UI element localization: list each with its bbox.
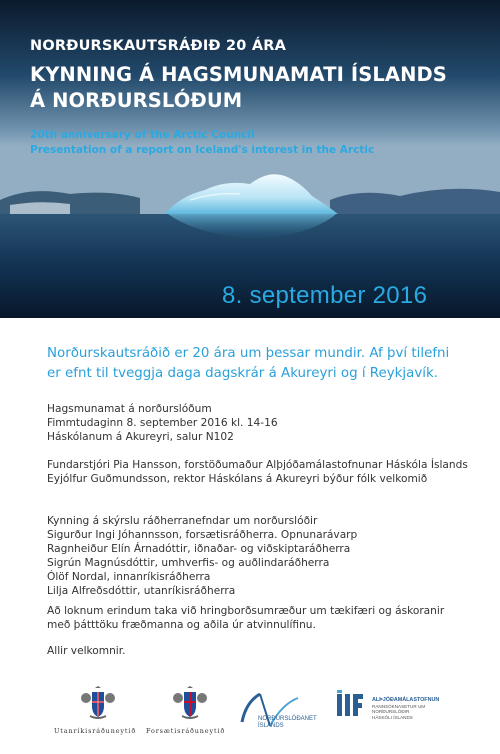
speaker-item: Ólöf Nordal, innanríkisráðherra bbox=[47, 571, 211, 583]
program bbox=[47, 514, 467, 598]
ams-line1: ALÞJÓÐAMÁLASTOFNUN bbox=[372, 697, 440, 703]
intro-line1: Norðurskautsráðið er 20 ára um þessar mundir. Af því tilefni bbox=[47, 346, 450, 361]
hero-banner bbox=[0, 0, 500, 318]
host-line2: Eyjólfur Guðmundsson, rektor Háskólans á Akureyri býður fólk velkomið bbox=[47, 473, 428, 485]
coat-of-arms-icon bbox=[78, 686, 118, 722]
pre-title: NORÐURSKAUTSRÁÐIÐ 20 ÁRA bbox=[30, 38, 287, 54]
event-location: Háskólanum á Akureyri, salur N102 bbox=[47, 431, 234, 443]
event-title: Hagsmunamat á norðurslóðum bbox=[47, 403, 212, 415]
coat-of-arms-icon bbox=[170, 686, 210, 722]
program-heading: Kynning á skýrslu ráðherranefndar um norðurslóðir bbox=[47, 515, 318, 527]
host-line1: Fundarstjóri Pia Hansson, forstöðumaður Alþjóðamálastofnunar Háskóla Íslands bbox=[47, 459, 468, 471]
closing-line1: Að loknum erindum taka við hringborðsumræður um tækifæri og áskoranir bbox=[47, 605, 445, 617]
nordurslodanet-line2: ÍSLANDS bbox=[258, 723, 284, 729]
closing-line2: með þátttöku fræðmanna og aðila úr atvinnulífinu. bbox=[47, 619, 316, 631]
speaker-item: Ragnheiður Elín Árnadóttir, iðnaðar- og viðskiptaráðherra bbox=[47, 543, 351, 555]
main-title-line1: KYNNING Á HAGSMUNAMATI ÍSLANDS bbox=[30, 63, 447, 86]
main-title bbox=[30, 62, 480, 114]
ams-line3: HÁSKÓLI ÍSLANDS bbox=[372, 714, 413, 720]
ams-logo bbox=[336, 686, 486, 750]
speaker-item: Sigurður Ingi Jóhannsson, forsætisráðherra. Opnunarávarp bbox=[47, 529, 358, 541]
forsaetis-label: Forsætisráðuneytið bbox=[146, 727, 226, 735]
intro-line2: er efnt til tveggja daga dagskrár á Akureyri og í Reykjavík. bbox=[47, 366, 439, 381]
closing-text bbox=[47, 604, 467, 632]
hosts bbox=[47, 458, 467, 486]
english-subtitle bbox=[30, 128, 480, 158]
utanrikis-label: Utanríkisráðuneytið bbox=[54, 727, 137, 735]
ams-label bbox=[372, 698, 458, 720]
event-details bbox=[47, 402, 467, 444]
welcome-line: Allir velkomnir. bbox=[47, 645, 126, 657]
event-time: Fimmtudaginn 8. september 2016 kl. 14-16 bbox=[47, 417, 278, 429]
ams-line2: RANNSÓKNASETUR UM NORÐURSLÓÐIR bbox=[372, 703, 426, 715]
welcome-text bbox=[47, 644, 467, 658]
forsaetis-logo bbox=[140, 686, 240, 750]
speaker-item: Lilja Alfreðsdóttir, utanríkisráðherra bbox=[47, 585, 236, 597]
nordurslodanet-logo bbox=[236, 686, 326, 750]
event-date: 8. september 2016 bbox=[222, 282, 428, 309]
speaker-item: Sigrún Magnúsdóttir, umhverfis- og auðlindaráðherra bbox=[47, 557, 330, 569]
utanrikis-logo bbox=[48, 686, 148, 750]
intro-text bbox=[47, 344, 467, 384]
english-line1: 20th anniversary of the Arctic Council bbox=[30, 129, 255, 141]
nordurslodanet-label bbox=[258, 716, 317, 730]
nordurslodanet-line1: NORÐURSLÓÐANET bbox=[258, 716, 317, 722]
english-line2: Presentation of a report on Iceland's interest in the Arctic bbox=[30, 144, 375, 156]
ams-mark-icon bbox=[336, 690, 370, 720]
logo-strip bbox=[0, 686, 500, 754]
main-title-line2: Á NORÐURSLÓÐUM bbox=[30, 89, 243, 112]
hero-text bbox=[30, 38, 480, 158]
